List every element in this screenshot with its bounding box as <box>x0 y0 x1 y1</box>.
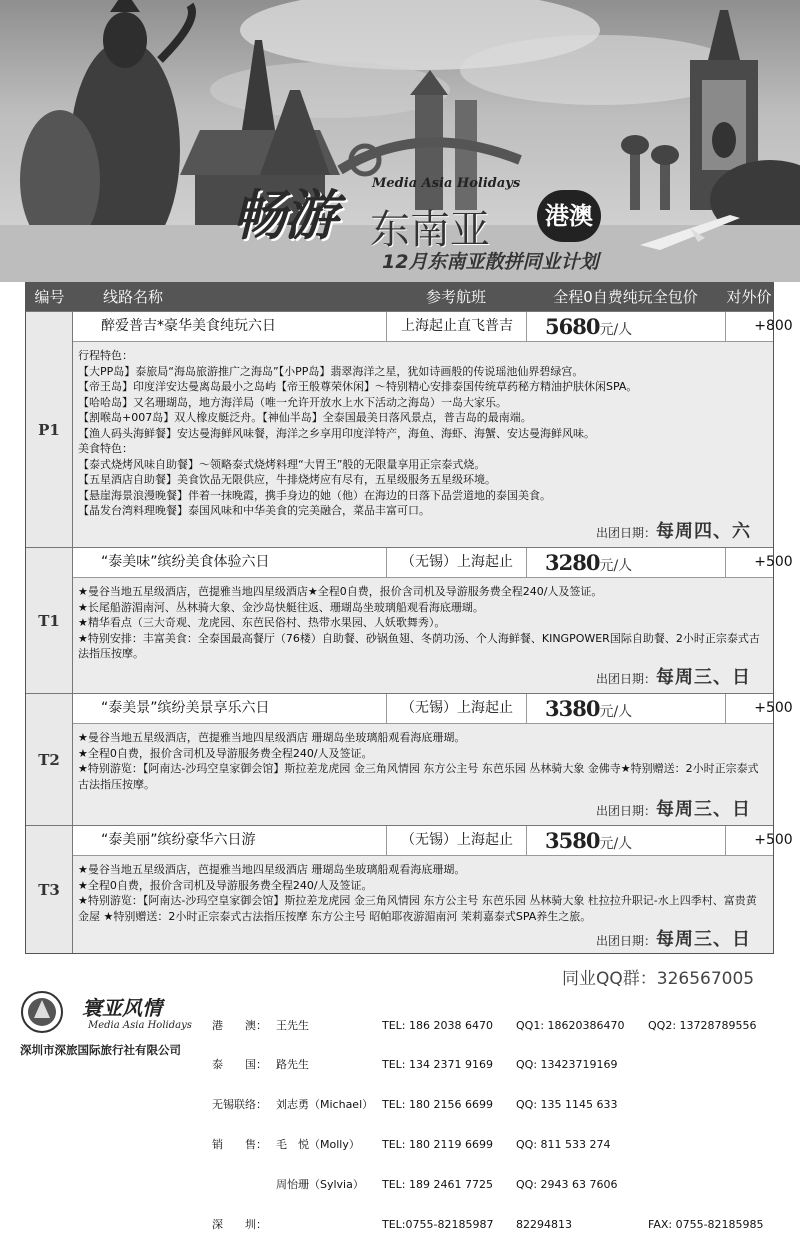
route-details: ★曼谷当地五星级酒店，芭提雅当地四星级酒店★全程0自费，报价含司机及导游服务费全程240/人及签证。 ★长尾船游湄南河、丛林骑大象、金沙岛快艇往返、珊瑚岛坐玻璃船观看海底珊瑚。 ★精华看点（三大奇观、龙虎园、东芭民俗村、热带水果园、人妖歌舞秀）。 ★特别安排：丰富美食：全泰国最高餐厅（76楼）自助餐、砂锅鱼翅、冬荫功汤、个人海鲜餐、KINGPOWER国际自助餐、2小时正宗泰式古法指压按摩。 出团日期：每周三、日 <box>73 577 773 693</box>
row-code: P1 <box>26 311 73 547</box>
row-code: T2 <box>26 693 73 825</box>
route-details: 行程特色： 【大PP岛】泰旅局“海岛旅游推广之海岛”【小PP岛】翡翠海洋之星，犹如诗画般的传说瑶池仙界碧绿宫。 【帝王岛】印度洋安达曼离岛最小之岛屿【帝王般尊荣休闲】～特别精心安排泰国传统草药秘方精油护肤休闲SPA。 【哈哈岛】又名珊瑚岛，地方海洋局（唯一允许开放水上水下活动之海岛）一岛大家乐。 【割喉岛+007岛】双人橡皮艇泛舟。【神仙半岛】全泰国最美日落风景点，普吉岛的最南端。 【渔人码头海鲜餐】安达曼海鲜风味餐，海洋之乡享用印度洋特产，海鱼、海虾、海蟹、安达曼海鲜风味。 美食特色： 【泰式烧烤风味自助餐】～领略泰式烧烤料理“大胃王”般的无限量享用正宗泰式烧。 【五星酒店自助餐】美食饮品无限供应，牛排烧烤应有尽有，五星级服务五星级环境。 【悬崖海景浪漫晚餐】伴着一抹晚霞，携手身边的她（他）在海边的日落下品尝道地的泰国美食。 【晶发台湾料理晚餐】泰国风味和中华美食的完美融合，菜品丰富可口。 出团日期：每周四、六 <box>73 341 773 547</box>
logo-english: Media Asia Holidays <box>88 1020 192 1031</box>
itinerary-table <box>25 282 793 954</box>
route-details: ★曼谷当地五星级酒店，芭提雅当地四星级酒店 珊瑚岛坐玻璃船观看海底珊瑚。 ★全程0自费，报价含司机及导游服务费全程240/人及签证。 ★特别游览：【阿南达-沙玛空皇家御会馆】斯拉差龙虎园 金三角风情园 东方公主号 东芭乐园 丛林骑大象 金佛寺★特别赠送：2小时正宗泰式古法指压按摩。 出团日期：每周三、日 <box>73 723 773 825</box>
page-subtitle: 12月东南亚散拼同业计划 <box>382 251 599 273</box>
departure-dates: 出团日期：每周三、日 <box>595 798 751 820</box>
contact-labels: 港 澳： 泰 国： 无锡联络： 销 售： 深 圳： <box>212 1018 267 1232</box>
package-price: 3580元/人 <box>526 826 725 855</box>
retail-markup: +500 <box>725 548 800 577</box>
company-name: 深圳市深旅国际旅行社有限公司 <box>20 1043 181 1057</box>
route-name: 醉爱普吉*豪华美食纯玩六日 <box>101 318 276 334</box>
brand-title-main: 畅游 <box>232 183 336 247</box>
col-code: 编号 <box>34 288 65 306</box>
brand-title-sub: 东南亚 <box>370 207 490 253</box>
brand-english: Media Asia Holidays <box>372 176 521 191</box>
col-flight: 参考航班 <box>425 288 486 306</box>
contact-names: 王先生 路先生 刘志勇（Michael） 毛 悦（Molly） 周怡珊（Sylvia） <box>276 1018 374 1192</box>
company-logo <box>20 990 210 1044</box>
flight-info: （无锡）上海起止 <box>386 548 527 577</box>
row-code: T1 <box>26 547 73 693</box>
route-name: “泰美景”缤纷美景享乐六日 <box>101 700 270 716</box>
row-code: T3 <box>26 825 73 953</box>
departure-dates: 出团日期：每周四、六 <box>595 520 751 542</box>
col-retail: 对外价 <box>726 288 772 306</box>
brand-tag: 港澳 <box>537 190 601 242</box>
col-route: 线路名称 <box>103 288 164 306</box>
retail-markup: +800 <box>725 312 800 341</box>
table-header <box>26 283 773 311</box>
qq-group: 同业QQ群：326567005 <box>562 969 755 989</box>
table-row <box>73 311 793 341</box>
contact-qq: QQ1: 18620386470 QQ: 13423719169 QQ: 135 1145 633 QQ: 811 533 274 QQ: 2943 63 7606 82294813 <box>516 1018 625 1232</box>
package-price: 3280元/人 <box>526 548 725 577</box>
departure-dates: 出团日期：每周三、日 <box>595 928 751 950</box>
contact-phones: TEL: 186 2038 6470 TEL: 134 2371 9169 TEL: 180 2156 6699 TEL: 180 2119 6699 TEL: 189 2461 7725 TEL:0755-82185987 <box>382 1018 494 1232</box>
table-row <box>73 547 793 577</box>
package-price: 3380元/人 <box>526 694 725 723</box>
contact-extra: QQ2: 13728789556 FAX: 0755-82185985 <box>648 1018 764 1232</box>
col-price: 全程0自费纯玩全包价 <box>553 288 698 306</box>
header-banner <box>0 0 800 282</box>
table-row <box>73 825 793 855</box>
flight-info: （无锡）上海起止 <box>386 694 527 723</box>
retail-markup: +500 <box>725 826 800 855</box>
logo-chinese: 寰亚风情 <box>82 996 162 1020</box>
flight-info: （无锡）上海起止 <box>386 826 527 855</box>
route-name: “泰美丽”缤纷豪华六日游 <box>101 832 256 848</box>
route-name: “泰美味”缤纷美食体验六日 <box>101 554 270 570</box>
package-price: 5680元/人 <box>526 312 725 341</box>
table-row <box>73 693 793 723</box>
departure-dates: 出团日期：每周三、日 <box>595 666 751 688</box>
retail-markup: +500 <box>725 694 800 723</box>
route-details: ★曼谷当地五星级酒店，芭提雅当地四星级酒店 珊瑚岛坐玻璃船观看海底珊瑚。 ★全程0自费，报价含司机及导游服务费全程240/人及签证。 ★特别游览：【阿南达-沙玛空皇家御会馆】斯拉差龙虎园 金三角风情园 东方公主号 东芭乐园 丛林骑大象 杜拉拉升职记-水上四季村、富贵黄金屋 ★特别赠送：2小时正宗泰式古法指压按摩 东方公主号 昭帕耶夜游湄南河 茉莉嘉泰式SPA养生之旅。 出团日期：每周三、日 <box>73 855 773 953</box>
flight-info: 上海起止直飞普吉 <box>386 312 527 341</box>
